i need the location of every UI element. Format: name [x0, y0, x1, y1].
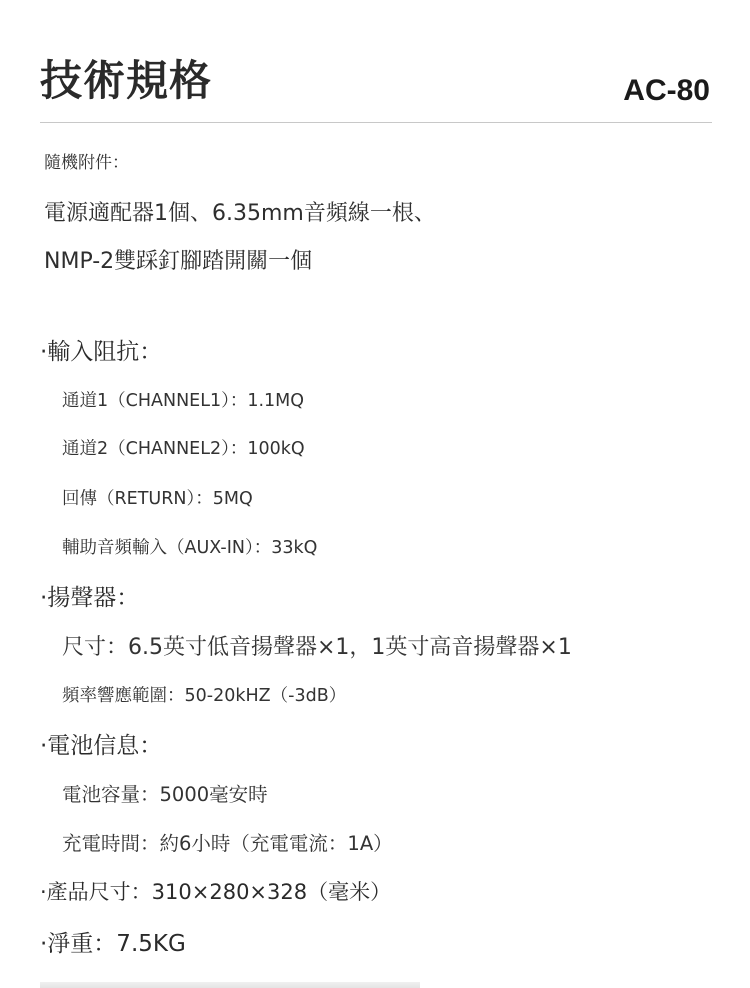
accessories-line-1: 電源適配器1個、6.35mm音頻線一根、 — [44, 201, 436, 226]
header-divider — [40, 122, 712, 123]
impedance-channel2: 通道2（CHANNEL2）：100kQ — [62, 439, 305, 459]
impedance-aux-in: 輔助音頻輸入（AUX-IN）：33kQ — [62, 538, 318, 558]
impedance-channel1: 通道1（CHANNEL1）：1.1MQ — [62, 391, 305, 411]
speaker-size: 尺寸：6.5英寸低音揚聲器×1，1英寸高音揚聲器×1 — [62, 635, 572, 660]
battery-capacity: 電池容量：5000毫安時 — [62, 783, 268, 806]
product-size: ·產品尺寸：310×280×328（毫米） — [40, 880, 392, 904]
battery-charge-time: 充電時間：約6小時（充電電流：1A） — [62, 832, 393, 855]
battery-heading: ·電池信息： — [40, 733, 163, 759]
net-weight: ·淨重：7.5KG — [40, 931, 186, 957]
cut-off-text-row — [40, 982, 420, 988]
accessories-line-2: NMP-2雙踩釘腳踏開關一個 — [44, 249, 313, 274]
impedance-return: 回傳（RETURN）：5MQ — [62, 489, 253, 509]
page-title: 技術規格 — [40, 56, 213, 105]
speaker-frequency: 頻率響應範圍：50-20kHZ（-3dB） — [62, 686, 347, 706]
model-number: AC-80 — [623, 74, 710, 107]
input-impedance-heading: ·輸入阻抗： — [40, 339, 163, 365]
speaker-heading: ·揚聲器： — [40, 585, 140, 611]
accessories-label: 隨機附件： — [44, 153, 129, 173]
